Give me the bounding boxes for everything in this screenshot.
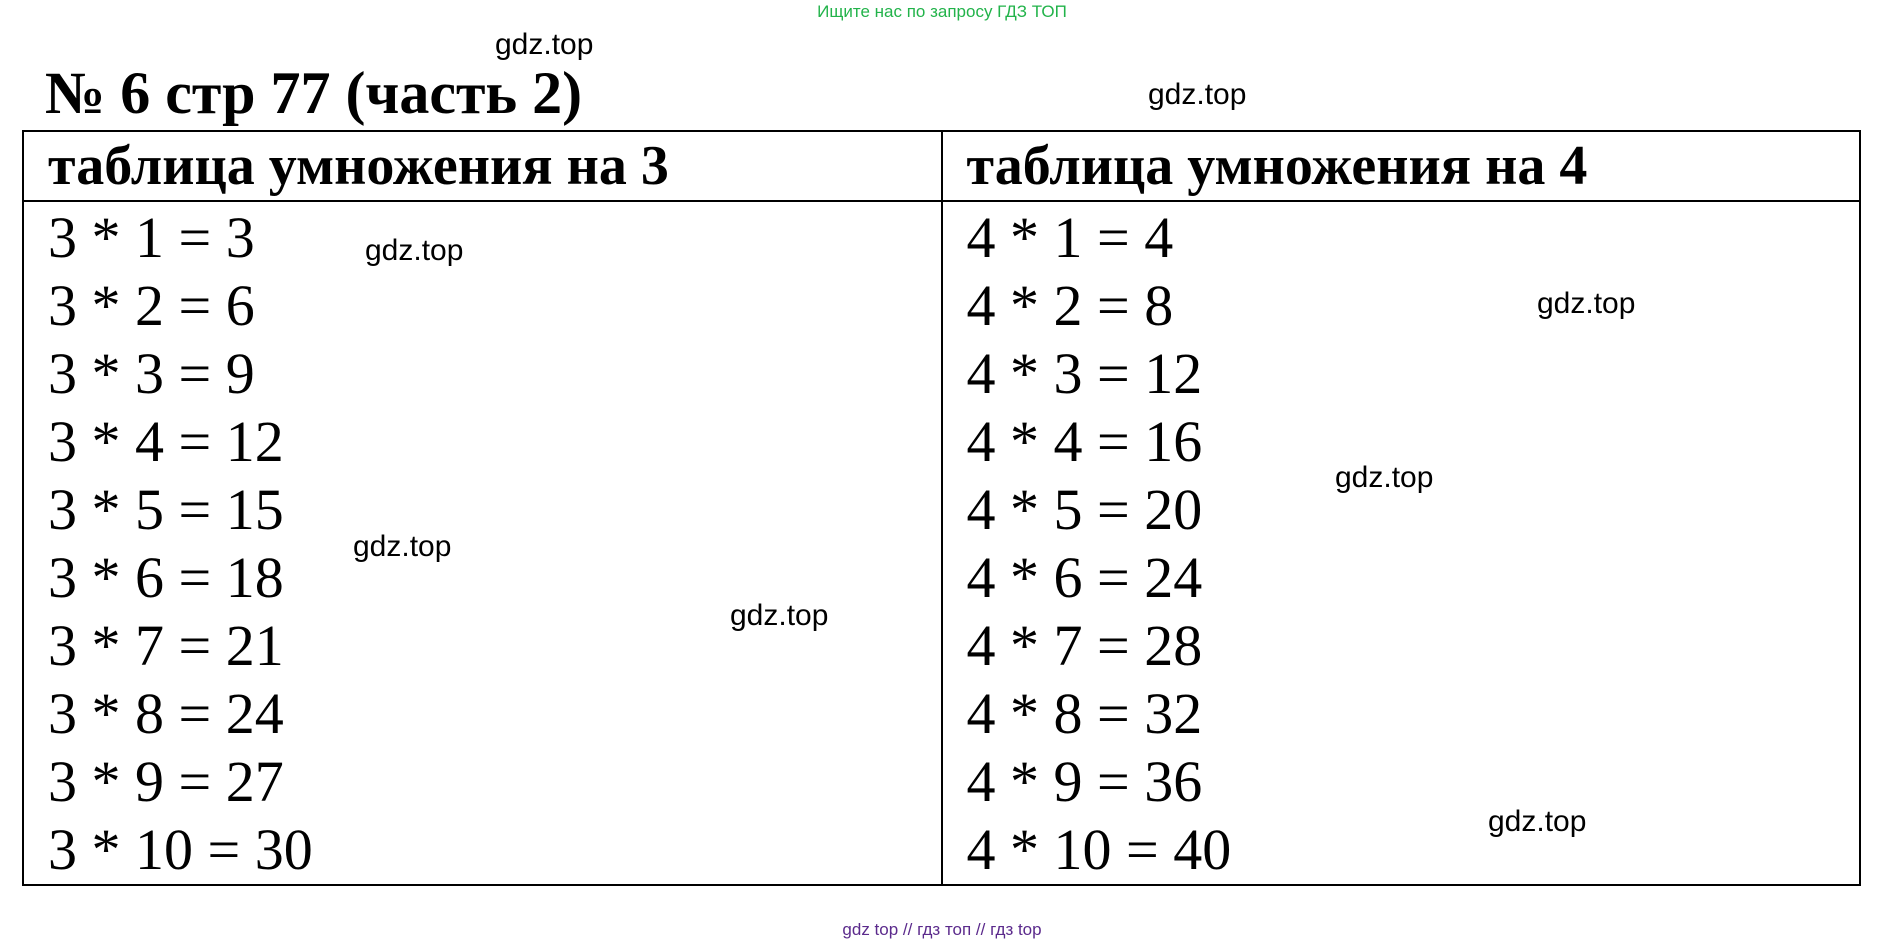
watermark: gdz.top [1537,287,1636,320]
equation-row: 4 * 1 = 4 [966,205,1174,270]
watermark: gdz.top [353,530,452,563]
equation-row: 4 * 8 = 32 [966,681,1203,746]
table-heading-4: таблица умножения на 4 [942,131,1861,201]
equation-row: 4 * 5 = 20 [966,477,1203,542]
equation-row: 4 * 9 = 36 [966,749,1203,814]
equation-row: 3 * 6 = 18 [48,545,284,610]
equation-row: 3 * 9 = 27 [48,749,284,814]
column-times-4 [942,201,1861,885]
equation-row: 4 * 4 = 16 [966,409,1203,474]
watermark: gdz.top [730,599,829,632]
equation-row: 3 * 10 = 30 [48,817,313,882]
equation-row: 4 * 3 = 12 [966,341,1203,406]
column-times-3 [23,201,942,885]
equation-row: 4 * 6 = 24 [966,545,1203,610]
table-header-row [23,131,1860,201]
equation-row: 4 * 2 = 8 [966,273,1174,338]
watermark: gdz.top [1488,805,1587,838]
equation-row: 4 * 10 = 40 [966,817,1232,882]
equation-row: 3 * 1 = 3 [48,205,255,270]
equation-row: 3 * 7 = 21 [48,613,284,678]
table-heading-3: таблица умножения на 3 [23,131,942,201]
watermark: gdz.top [365,234,464,267]
equation-row: 4 * 7 = 28 [966,613,1203,678]
watermark: gdz.top [1335,461,1434,494]
equation-row: 3 * 5 = 15 [48,477,284,542]
footer-links[interactable]: gdz top // гдз топ // гдз top [842,920,1042,939]
watermark: gdz.top [1148,78,1247,111]
equation-row: 3 * 8 = 24 [48,681,284,746]
equation-row: 3 * 2 = 6 [48,273,255,338]
multiplication-table [22,130,1861,886]
page-title: № 6 стр 77 (часть 2) [45,60,583,126]
top-banner-link[interactable]: Ищите нас по запросу ГДЗ ТОП [817,2,1067,21]
equation-row: 3 * 4 = 12 [48,409,284,474]
equation-row: 3 * 3 = 9 [48,341,255,406]
watermark: gdz.top [495,28,594,61]
